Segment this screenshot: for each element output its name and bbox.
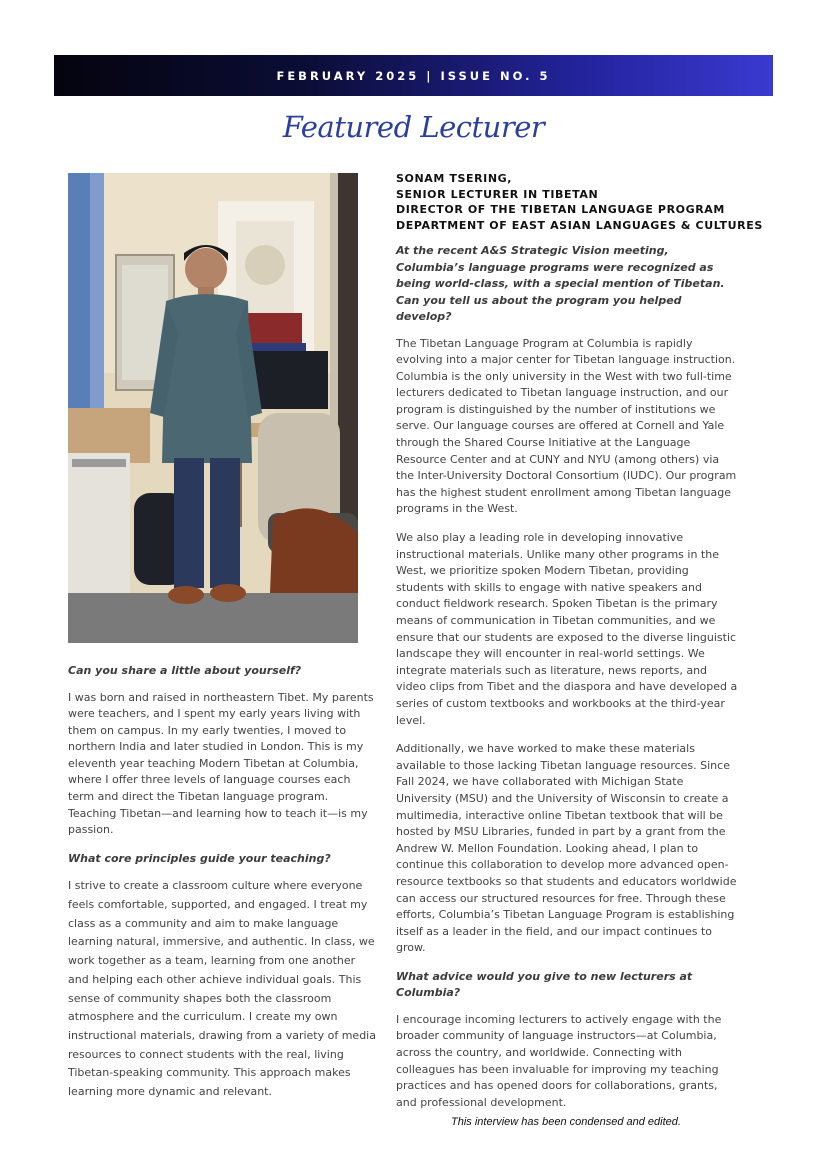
interview-question: What advice would you give to new lecturers at Columbia? <box>396 969 693 1000</box>
interview-answer-paragraph: The Tibetan Language Program at Columbia is rapidly evolving into a major center for Tibetan language instruction. Columbia is the only university in the West with two full-time lecturers dedicated to Tibetan language instruction, and our program is distinguished by the number of institutions we serve. Our language courses are offered at Cornell and Yale through the Shared Course Initiative at the Language Resource Center and at CUNY and NYU (among others) via the Inter-University Doctoral Consortium (IUDC). Our program has the highest student enrollment among Tibetan language programs in the West. <box>396 336 737 516</box>
left-column <box>68 663 376 1114</box>
editorial-note: This interview has been condensed and edited. <box>451 1116 681 1128</box>
credential-line: SENIOR LECTURER IN TIBETAN <box>396 187 599 201</box>
interview-answer-paragraph: I strive to create a classroom culture where everyone feels comfortable, supported, and engaged. I treat my class as a community and aim to make language learning natural, immersive, and authentic. In class, we work together as a team, learning from one another and helping each other achieve individual goals. This sense of community shapes both the classroom atmosphere and the curriculum. I create my own instructional materials, drawing from a variety of media resources to connect students with the real, living Tibetan-speaking community. This approach makes learning more dynamic and relevant. <box>68 879 376 1099</box>
issue-banner <box>54 55 773 96</box>
page-title: Featured Lecturer <box>282 110 545 144</box>
interview-question: Can you share a little about yourself? <box>68 664 302 677</box>
issue-line: FEBRUARY 2025 | ISSUE NO. 5 <box>276 68 551 83</box>
lecturer-credentials <box>396 171 763 233</box>
interview-answer-paragraph: We also play a leading role in developing innovative instructional materials. Unlike many other programs in the West, we prioritize spoken Modern Tibetan, providing students with skills to engage with native speakers and conduct fieldwork research. Spoken Tibetan is the primary means of communication in Tibetan communities, and we ensure that our students are exposed to the diverse linguistic landscape they will encounter in real-world settings. We integrate materials such as literature, news reports, and video clips from Tibet and the diaspora and have developed a series of custom textbooks and workbooks at the third-year level. <box>396 531 738 727</box>
credential-line: DEPARTMENT OF EAST ASIAN LANGUAGES & CULTURES <box>396 218 763 232</box>
interview-answer-paragraph: I was born and raised in northeastern Tibet. My parents were teachers, and I spent my early years living with them on campus. In my early twenties, I moved to northern India and later studied in London. This is my eleventh year teaching Modern Tibetan at Columbia, where I offer three levels of language courses each term and direct the Tibetan language program. Teaching Tibetan—and learning how to teach it—is my passion. <box>68 690 374 837</box>
right-column <box>396 171 763 1123</box>
lecturer-photo <box>68 173 358 643</box>
interview-answer-paragraph: I encourage incoming lecturers to actively engage with the broader community of language instructors—at Columbia, across the country, and worldwide. Connecting with colleagues has been invaluable for improving my teaching practices and has opened doors for collaborations, grants, and professional development. <box>396 1012 722 1109</box>
lecturer-photo-illustration <box>68 173 358 643</box>
interview-question: At the recent A&S Strategic Vision meeting, Columbia’s language programs were recognized as being world-class, with a special mention of Tibetan. Can you tell us about the program you helped develop? <box>396 244 725 323</box>
interview-question: What core principles guide your teaching? <box>68 851 331 865</box>
credential-line: DIRECTOR OF THE TIBETAN LANGUAGE PROGRAM <box>396 203 725 216</box>
interview-answer-paragraph: Additionally, we have worked to make these materials available to those lacking Tibetan language resources. Since Fall 2024, we have collaborated with Michigan State University (MSU) and the University of Wisconsin to create a multimedia, interactive online Tibetan textbook that will be hosted by MSU Libraries, funded in part by a grant from the Andrew W. Mellon Foundation. Looking ahead, I plan to continue this collaboration to develop more advanced open-resource textbooks so that students and educators worldwide can access our structured resources for free. Through these efforts, Columbia’s Tibetan Language Program is establishing itself as a leader in the field, and our impact continues to grow. <box>396 742 737 955</box>
credential-line: SONAM TSERING, <box>396 172 513 185</box>
